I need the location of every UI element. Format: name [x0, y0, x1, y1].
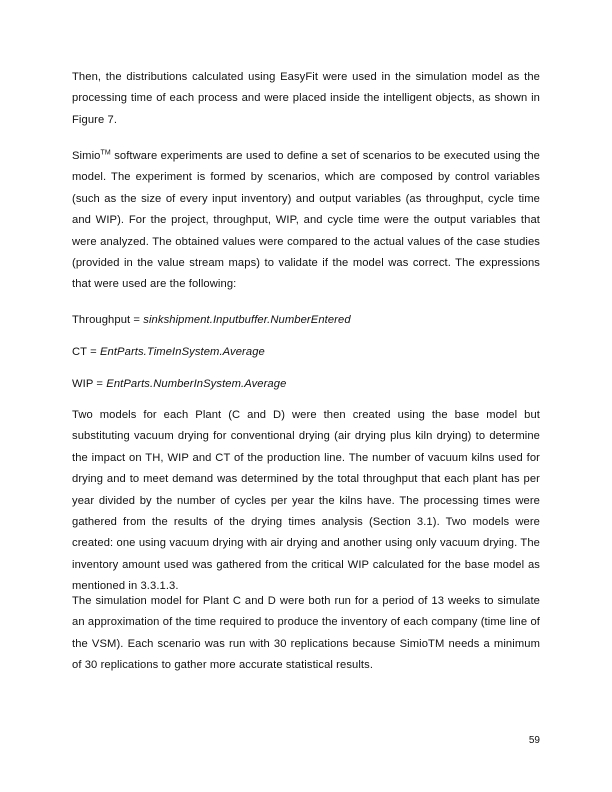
trademark-superscript: TM — [100, 149, 111, 157]
paragraph-distributions: Then, the distributions calculated using EasyFit were used in the simulation model as the processing time of each process and were placed inside the intelligent objects, as shown in Figure 7. — [72, 71, 540, 126]
expression-throughput-value: sinkshipment.Inputbuffer.NumberEntered — [143, 314, 351, 326]
expression-wip-value: EntParts.NumberInSystem.Average — [106, 378, 287, 390]
paragraph-two-models: Two models for each Plant (C and D) were then created using the base model but substituting vacuum drying for conventional drying (air drying plus kiln drying) to determine the impact on TH, WIP and CT of the production line. The number of vacuum kilns used for drying and to meet demand was determined by the total throughput that each plant has per year divided by the number of cycles per year the kilns have. The processing times were gathered from the results of the drying times analysis (Section 3.1). Two models were created: one using vacuum drying with air drying and another using only vacuum drying. The inventory amount used was gathered from the critical WIP calculated for the base model as mentioned in 3.3.1.3. — [72, 409, 540, 593]
page-number: 59 — [528, 735, 540, 746]
expression-wip — [72, 374, 540, 395]
paragraph-simulation-run: The simulation model for Plant C and D were both run for a period of 13 weeks to simulate an approximation of the time required to produce the inventory of each company (time line of the VSM). Each scenario was run with 30 replications because SimioTM needs a minimum of 30 replications to gather more accurate statistical results. — [72, 595, 540, 672]
expression-wip-label: WIP = — [72, 378, 107, 390]
simio-brand: Simio — [72, 150, 101, 162]
expression-throughput-label: Throughput = — [72, 314, 144, 326]
paragraph-simio-experiments — [72, 146, 540, 296]
expression-throughput — [72, 310, 540, 331]
expression-cycle-time — [72, 342, 540, 363]
expression-ct-label: CT = — [72, 346, 100, 358]
paragraph-simio-body: software experiments are used to define a set of scenarios to be executed using the model. The experiment is formed by scenarios, which are composed by control variables (such as the size of every input inventory) and output variables (as throughput, cycle time and WIP). For the project, throughput, WIP, and cycle time were the output variables that were analyzed. The obtained values were compared to the actual values of the case studies (provided in the value stream maps) to validate if the model was correct. The expressions that were used are the following: — [72, 150, 540, 291]
expression-ct-value: EntParts.TimeInSystem.Average — [99, 346, 265, 358]
